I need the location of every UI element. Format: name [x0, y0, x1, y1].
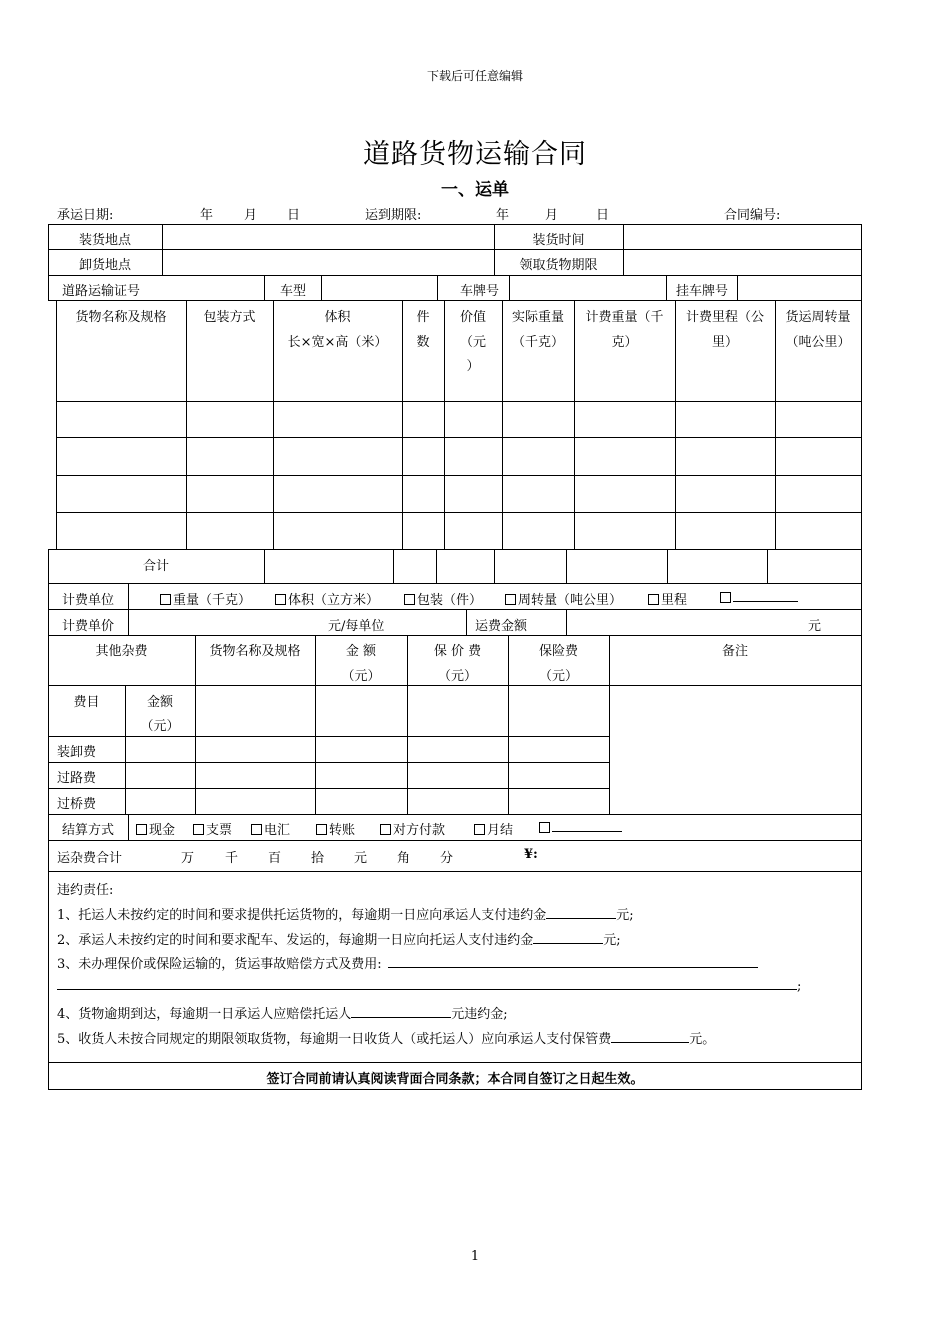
ship-month: 月: [244, 208, 258, 223]
misc-fees-label: 其他杂费: [95, 644, 148, 659]
settle-wire[interactable]: 电汇: [251, 819, 290, 838]
pickup-period-label: 领取货物期限: [519, 258, 598, 273]
billing-option-volume[interactable]: 体积（立方米）: [275, 589, 379, 608]
settle-other[interactable]: [539, 819, 622, 836]
fee-amount-unit: （元）: [140, 719, 180, 734]
compensation-blank-1[interactable]: [388, 955, 758, 968]
plate-no-label: 车牌号: [460, 284, 500, 299]
misc-goods-spec-header: 货物名称及规格: [209, 644, 301, 659]
pieces-header-2: 数: [416, 335, 430, 350]
insurance-fee-header: 保险费: [538, 644, 578, 659]
load-time-field[interactable]: [624, 225, 861, 249]
volume-header: 体积: [324, 310, 351, 325]
value-header: 价值: [459, 310, 486, 325]
settle-transfer[interactable]: 转账: [316, 819, 355, 838]
checkbox-icon[interactable]: [251, 824, 262, 835]
ship-day: 日: [287, 208, 301, 223]
checkbox-icon[interactable]: [720, 592, 731, 603]
value-header-3: ）: [466, 359, 480, 374]
trailer-no-label: 挂车牌号: [676, 284, 729, 299]
billed-weight-header: 计费重量（千: [585, 310, 664, 325]
settle-other-blank[interactable]: [552, 819, 622, 832]
insured-fee-unit: （元）: [437, 669, 477, 684]
checkbox-icon[interactable]: [275, 594, 286, 605]
goods-row[interactable]: [57, 438, 861, 475]
settle-check[interactable]: 支票: [193, 819, 232, 838]
value-header-2: （元: [459, 335, 486, 350]
unload-place-label: 卸货地点: [78, 258, 131, 273]
road-toll-label: 过路费: [57, 771, 97, 786]
turnover-header: 货运周转量: [785, 310, 851, 325]
arrive-month: 月: [545, 208, 559, 223]
checkbox-icon[interactable]: [193, 824, 204, 835]
liability-clause-1: 1、托运人未按约定的时间和要求提供托运货物的，每逾期一日应向承运人支付违约金 元;: [57, 908, 634, 923]
contract-no-label: 合同编号:: [724, 208, 781, 223]
goods-row[interactable]: [57, 476, 861, 512]
yen-label: ¥:: [524, 847, 538, 862]
misc-amount-unit: （元）: [341, 669, 381, 684]
goods-name-header: 货物名称及规格: [75, 310, 167, 325]
unload-place-field[interactable]: [163, 250, 494, 274]
page-title: 道路货物运输合同: [363, 139, 587, 170]
ship-year: 年: [200, 208, 214, 223]
checkbox-icon[interactable]: [505, 594, 516, 605]
checkbox-icon[interactable]: [474, 824, 485, 835]
bridge-toll-label: 过桥费: [57, 797, 97, 812]
section-title: 一、运单: [441, 180, 509, 200]
insured-fee-header: 保 价 费: [433, 644, 482, 659]
liability-clause-3-cont: ;: [57, 977, 801, 994]
penalty-blank-4[interactable]: [351, 1005, 451, 1018]
settle-cash[interactable]: 现金: [136, 819, 175, 838]
liability-clause-5: 5、收货人未按合同规定的期限领取货物，每逾期一日收货人（或托运人）应向承运人支付保管费 元。: [57, 1032, 716, 1047]
billed-weight-unit: 克）: [611, 335, 638, 350]
loading-fee-label: 装卸费: [57, 745, 97, 760]
ship-date-label: 承运日期:: [57, 208, 114, 223]
per-unit-label: 元/每单位: [328, 619, 385, 634]
vehicle-type-label: 车型: [280, 284, 307, 299]
top-note: 下载后可任意编辑: [426, 69, 523, 83]
freight-yuan-label: 元: [808, 619, 822, 634]
remarks-header: 备注: [721, 644, 748, 659]
volume-subheader: 长×宽×高（米）: [287, 335, 388, 350]
total-fees-label: 运杂费合计: [57, 851, 123, 866]
notice-text: 签订合同前请认真阅读背面合同条款；本合同自签订之日起生效。: [266, 1072, 644, 1087]
settle-monthly[interactable]: 月结: [474, 819, 513, 838]
checkbox-icon[interactable]: [648, 594, 659, 605]
unit-wan: 万: [181, 851, 195, 866]
fee-amount-header: 金额: [146, 695, 173, 710]
page-number: 1: [470, 1249, 480, 1264]
goods-row[interactable]: [57, 513, 861, 549]
checkbox-icon[interactable]: [404, 594, 415, 605]
unit-shi: 拾: [311, 851, 325, 866]
unit-fen: 分: [440, 851, 454, 866]
penalty-blank-2[interactable]: [533, 931, 603, 944]
unit-price-label: 计费单价: [61, 619, 114, 634]
liability-clause-4: 4、货物逾期到达，每逾期一日承运人应赔偿托运人 元违约金;: [57, 1007, 508, 1022]
storage-fee-blank[interactable]: [611, 1030, 689, 1043]
load-place-field[interactable]: [163, 225, 494, 249]
liability-clause-2: 2、承运人未按约定的时间和要求配车、发运的，每逾期一日应向托运人支付违约金 元;: [57, 933, 621, 948]
permit-no-label: 道路运输证号: [62, 284, 141, 299]
unit-jiao: 角: [397, 851, 411, 866]
billing-option-mileage[interactable]: 里程: [648, 589, 687, 608]
checkbox-icon[interactable]: [380, 824, 391, 835]
checkbox-icon[interactable]: [316, 824, 327, 835]
packing-header: 包装方式: [203, 310, 256, 325]
misc-amount-header: 金 额: [345, 644, 377, 659]
checkbox-icon[interactable]: [160, 594, 171, 605]
pieces-header: 件: [416, 310, 430, 325]
unit-bai: 百: [268, 851, 282, 866]
turnover-unit: （吨公里）: [785, 335, 851, 350]
arrive-limit-label: 运到期限:: [365, 208, 422, 223]
trailer-no-field[interactable]: [738, 276, 860, 300]
actual-weight-header: 实际重量: [511, 310, 564, 325]
penalty-blank-1[interactable]: [546, 906, 616, 919]
mileage-unit: 里）: [711, 335, 738, 350]
goods-row[interactable]: [57, 402, 861, 437]
actual-weight-unit: （千克）: [511, 335, 564, 350]
plate-no-field[interactable]: [510, 276, 665, 300]
freight-amount-label: 运费金额: [475, 619, 528, 634]
pickup-period-field[interactable]: [624, 250, 861, 274]
billing-unit-label: 计费单位: [61, 593, 114, 608]
settlement-label: 结算方式: [61, 823, 114, 838]
unit-yuan: 元: [354, 851, 368, 866]
compensation-blank-2[interactable]: [57, 977, 797, 990]
permit-no-field[interactable]: [165, 276, 263, 300]
total-label: 合计: [142, 559, 169, 574]
billing-option-turnover[interactable]: 周转量（吨公里）: [505, 589, 622, 608]
liability-clause-3: 3、未办理保价或保险运输的，货运事故赔偿方式及费用:: [57, 953, 758, 972]
checkbox-icon[interactable]: [539, 822, 550, 833]
load-place-label: 装货地点: [78, 233, 131, 248]
liability-title: 违约责任:: [57, 883, 114, 898]
other-unit-blank[interactable]: [733, 589, 798, 602]
fee-item-header: 费目: [73, 695, 100, 710]
load-time-label: 装货时间: [532, 233, 585, 248]
insurance-fee-unit: （元）: [538, 669, 578, 684]
vehicle-type-field[interactable]: [322, 276, 436, 300]
arrive-day: 日: [596, 208, 610, 223]
billing-option-weight[interactable]: 重量（千克）: [160, 589, 251, 608]
billing-option-other[interactable]: [720, 589, 798, 606]
arrive-year: 年: [496, 208, 510, 223]
billing-option-package[interactable]: 包装（件）: [404, 589, 482, 608]
mileage-header: 计费里程（公: [685, 310, 764, 325]
checkbox-icon[interactable]: [136, 824, 147, 835]
unit-qian: 千: [225, 851, 239, 866]
settle-collect[interactable]: 对方付款: [380, 819, 445, 838]
